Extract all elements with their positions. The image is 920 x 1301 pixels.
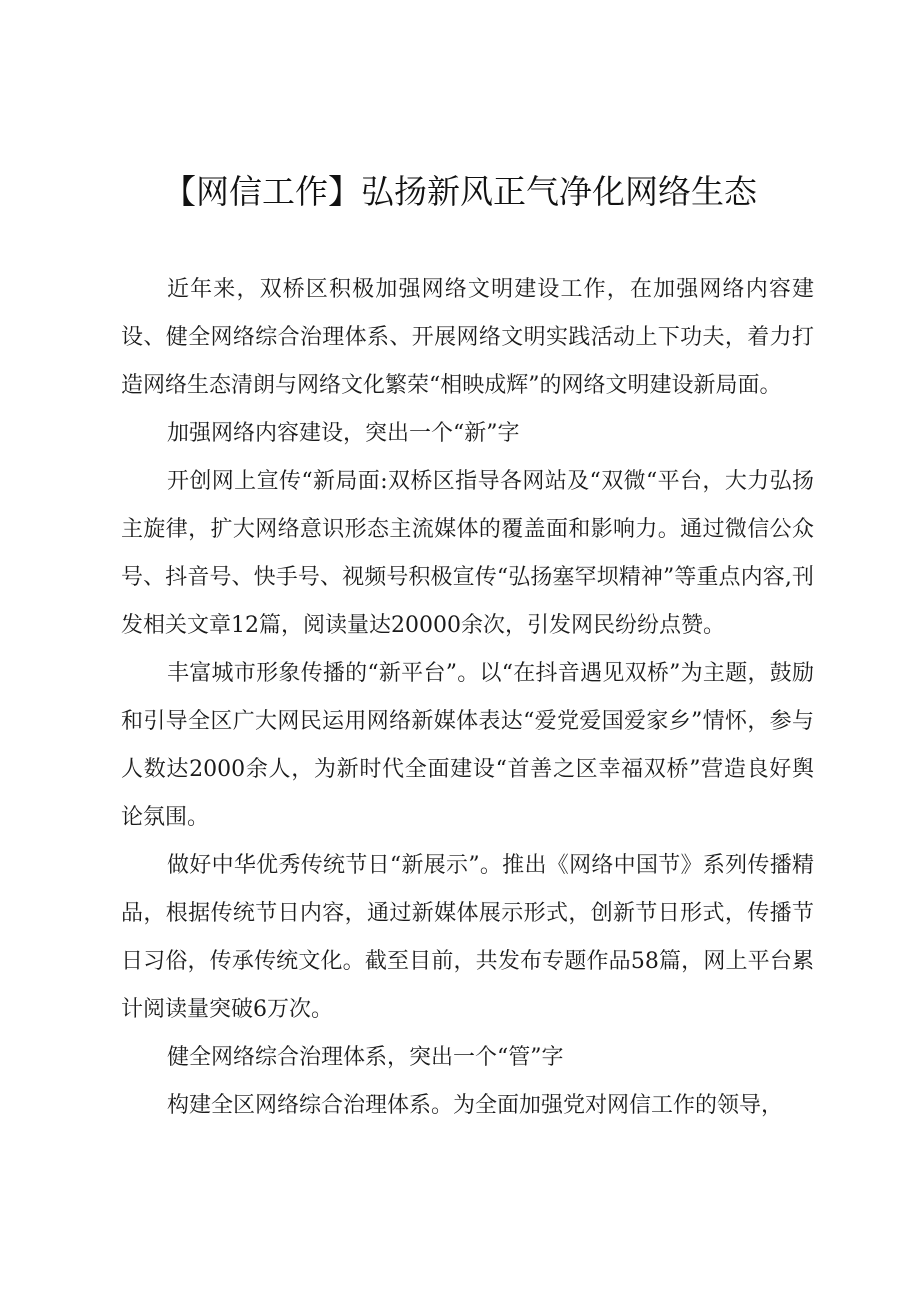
paragraph-governance-system: 构建全区网络综合治理体系。为全面加强党对网信工作的领导， — [167, 1093, 784, 1118]
document-body — [121, 266, 814, 1130]
paragraph-online-publicity: 开创网上宣传“新局面:双桥区指导各网站及“双微“平台，大力弘扬主旋律，扩大网络意识形态主流媒体的覆盖面和影响力。通过微信公众号、抖音号、快手号、视频号积极宣传“弘扬塞罕坝精神”等重点内容,刊发相关文章12篇，阅读量达20000余次，引发网民纷纷点赞。 — [121, 469, 814, 638]
paragraph-intro: 近年来，双桥区积极加强网络文明建设工作，在加强网络内容建设、健全网络综合治理体系、开展网络文明实践活动上下功夫，着力打造网络生态清朗与网络文化繁荣“相映成辉”的网络文明建设新局面。 — [121, 277, 814, 398]
document-title: 【网信工作】弘扬新风正气净化网络生态 — [163, 172, 757, 211]
section-heading-governance: 健全网络综合治理体系，突出一个“管”字 — [167, 1045, 564, 1070]
section-heading-content: 加强网络内容建设，突出一个“新”字 — [167, 421, 520, 446]
paragraph-city-image: 丰富城市形象传播的“新平台”。以“在抖音遇见双桥”为主题，鼓励和引导全区广大网民运用网络新媒体表达“爱党爱国爱家乡”情怀，参与人数达2000余人，为新时代全面建设“首善之区幸福双桥”营造良好舆论氛围。 — [121, 661, 814, 830]
paragraph-traditional-festivals: 做好中华优秀传统节日“新展示”。推出《网络中国节》系列传播精品，根据传统节日内容，通过新媒体展示形式，创新节日形式，传播节日习俗，传承传统文化。截至目前，共发布专题作品58篇，网上平台累计阅读量突破6万次。 — [121, 853, 814, 1022]
